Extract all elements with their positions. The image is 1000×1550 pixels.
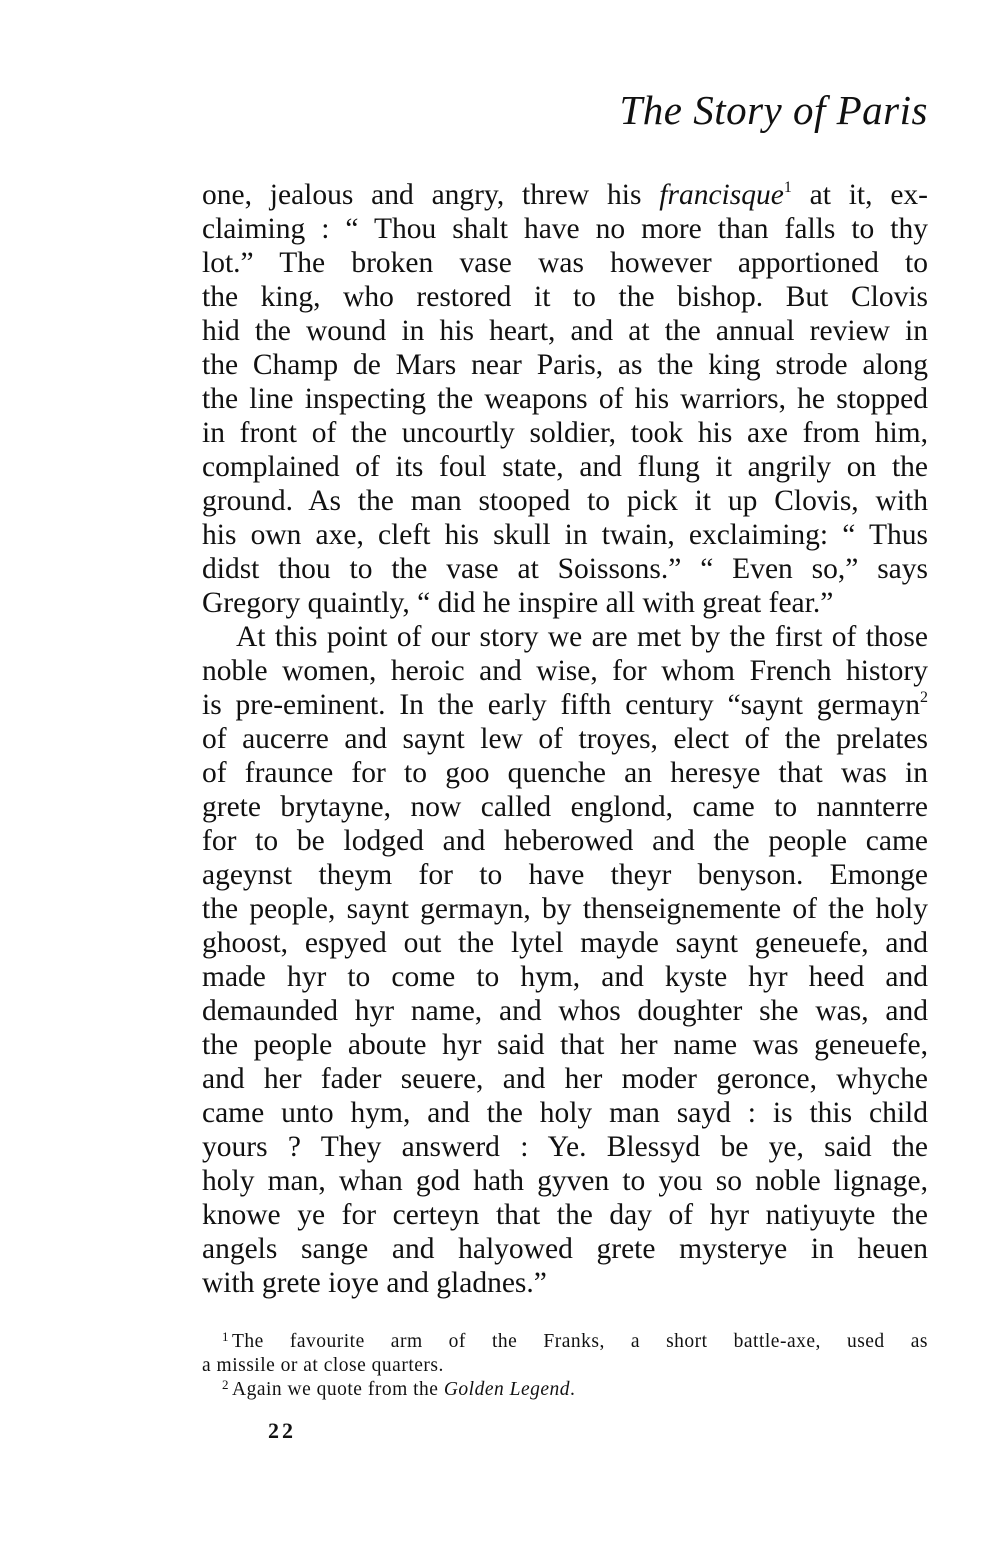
text-line: lot.” The broken vase was however apportioned to: [202, 247, 928, 279]
footnote-1: $^1$ The favourite arm of the Franks, a short battle-axe, used as: [222, 1329, 928, 1352]
text-line: the king, who restored it to the bishop. But Clovis: [202, 281, 928, 313]
text-line: ageynst theym for to have theyr benyson. Emonge: [202, 859, 928, 891]
emphasis-golden-legend: Golden Legend: [443, 1379, 571, 1400]
text-line: noble women, heroic and wise, for whom French history: [202, 655, 928, 687]
body-text: [202, 178, 928, 1300]
page-number: 22: [268, 1418, 296, 1443]
text-line: complained of its foul state, and flung it angrily on the: [202, 451, 928, 483]
text-line: ground. As the man stooped to pick it up Clovis, with: [202, 485, 928, 517]
emphasis-francisque: francisque: [659, 179, 784, 211]
text-line: the line inspecting the weapons of his warriors, he stopped: [202, 383, 928, 415]
text-line: in front of the uncourtly soldier, took his axe from him,: [202, 417, 928, 449]
text-line: came unto hym, and the holy man sayd : is this child: [202, 1097, 928, 1129]
text-line: knowe ye for certeyn that the day of hyr natiyuyte the: [202, 1199, 928, 1231]
footnotes: [202, 1330, 928, 1402]
text-line: Gregory quaintly, “ did he inspire all with great fear.”: [202, 587, 834, 619]
text-line: grete brytayne, now called englond, came to nannterre: [202, 791, 928, 823]
text-line: didst thou to the vase at Soissons.” “ Even so,” says: [202, 553, 928, 585]
text-line: with grete ioye and gladnes.”: [202, 1267, 547, 1299]
footnote-1-continuation: a missile or at close quarters.: [202, 1355, 444, 1376]
text-line: for to be lodged and heberowed and the people came: [202, 825, 928, 857]
running-head: The Story of Paris: [619, 87, 928, 133]
footnote-ref-1[interactable]: 1: [783, 179, 792, 196]
text-line: made hyr to come to hym, and kyste hyr heed and: [202, 961, 928, 993]
text-line: angels sange and halyowed grete mysterye in heuen: [202, 1233, 928, 1265]
text-line: the people aboute hyr said that her name was geneuefe,: [202, 1029, 928, 1061]
footnote-1-mark: 1: [222, 1329, 229, 1344]
text-line: claiming : “ Thou shalt have no more than falls to thy: [202, 213, 928, 245]
text-line: and her fader seuere, and her moder geronce, whyche: [202, 1063, 928, 1095]
text-line-paragraph-start: At this point of our story we are met by the first of those: [236, 621, 928, 653]
text-line: his own axe, cleft his skull in twain, exclaiming: “ Thus: [202, 519, 928, 551]
footnote-ref-2[interactable]: 2: [920, 689, 928, 706]
text-line: ghoost, espyed out the lytel mayde saynt geneuefe, and: [202, 927, 928, 959]
text-line: one, jealous and angry, threw his francisque$^1$ at it, ex-: [202, 179, 928, 211]
text-line: holy man, whan god hath gyven to you so noble lignage,: [202, 1165, 928, 1197]
text-line: is pre-eminent. In the early fifth century “saynt germayn$^2$: [202, 689, 928, 721]
footnote-2: $^2$ Again we quote from the Golden Legend.: [222, 1377, 576, 1400]
text-line: hid the wound in his heart, and at the annual review in: [202, 315, 928, 347]
text-line: the Champ de Mars near Paris, as the king strode along: [202, 349, 928, 381]
footnote-2-mark: 2: [222, 1377, 229, 1392]
text-line: the people, saynt germayn, by thenseignemente of the holy: [202, 893, 928, 925]
text-line: yours ? They answerd : Ye. Blessyd be ye, said the: [202, 1131, 928, 1163]
text-line: of fraunce for to goo quenche an heresye that was in: [202, 757, 928, 789]
text-line: demaunded hyr name, and whos doughter she was, and: [202, 995, 928, 1027]
text-line: of aucerre and saynt lew of troyes, elect of the prelates: [202, 723, 928, 755]
